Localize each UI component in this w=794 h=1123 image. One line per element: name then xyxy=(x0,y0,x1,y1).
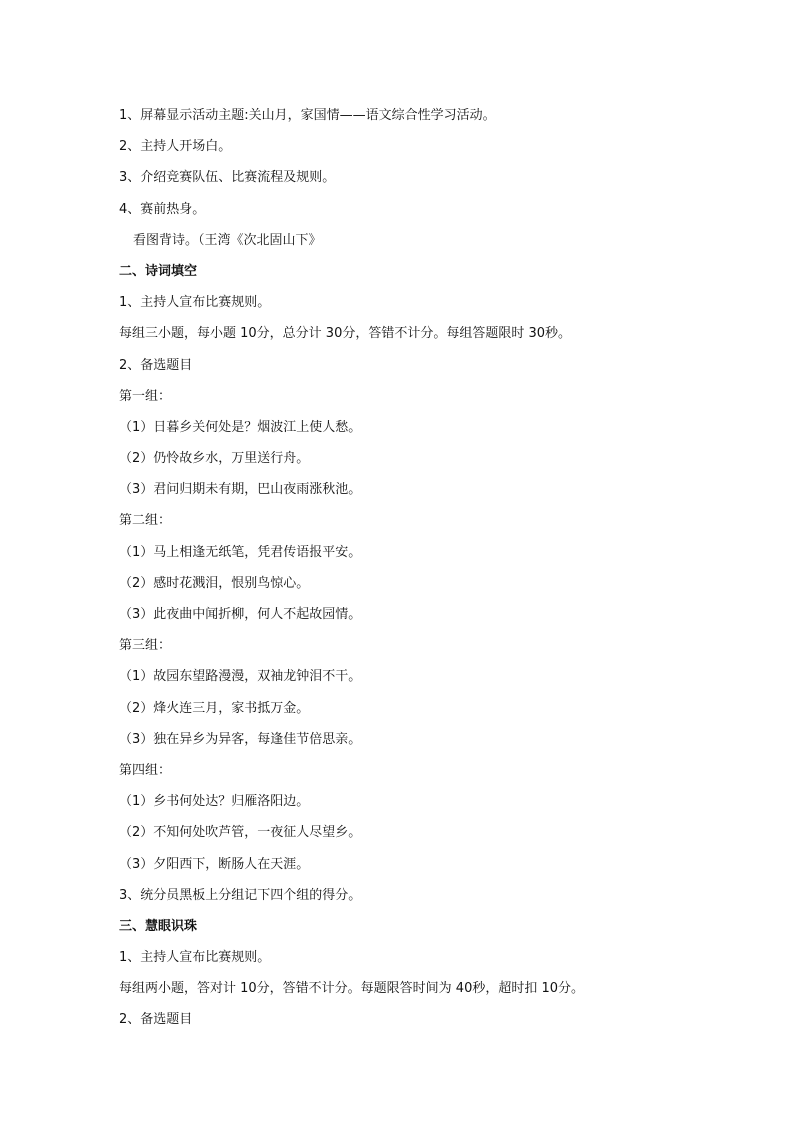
rules-announcement-2: 1、主持人宣布比赛规则。 xyxy=(119,950,271,966)
group-1-heading: 第一组： xyxy=(119,388,172,404)
group-2-heading: 第二组： xyxy=(119,513,172,529)
rules-text: 每组三小题，每小题 10分，总分计 30分，答错不计分。每组答题限时 30秒。 xyxy=(119,326,572,342)
question-bank-heading: 2、备选题目 xyxy=(119,357,193,373)
rules-text-2: 每组两小题，答对计 10分，答错不计分。每题限答时间为 40秒，超时扣 10分。 xyxy=(119,981,585,997)
group-4-question-3: （3）夕阳西下，断肠人在天涯。 xyxy=(119,856,310,872)
step-1-theme: 1、屏幕显示活动主题:关山月，家国情——语文综合性学习活动。 xyxy=(119,108,496,123)
group-4-question-1: （1）乡书何处达？归雁洛阳边。 xyxy=(119,794,310,810)
group-2-question-3: （3）此夜曲中闻折柳，何人不起故园情。 xyxy=(119,607,362,622)
group-1-question-1: （1）日暮乡关何处是？烟波江上使人愁。 xyxy=(119,419,362,435)
document-body xyxy=(119,100,719,1036)
group-4-question-2: （2）不知何处吹芦管，一夜征人尽望乡。 xyxy=(119,825,362,841)
group-2-question-1: （1）马上相逢无纸笔，凭君传语报平安。 xyxy=(119,544,362,560)
group-3-question-3: （3）独在异乡为异客，每逢佳节倍思亲。 xyxy=(119,731,362,747)
group-2-question-2: （2）感时花溅泪，恨别鸟惊心。 xyxy=(119,575,310,591)
section-heading-keen-eye: 三、慧眼识珠 xyxy=(119,918,198,934)
group-1-question-3: （3）君问归期未有期，巴山夜雨涨秋池。 xyxy=(119,482,362,498)
warmup-poem-note: 看图背诗。（王湾《次北固山下》 xyxy=(133,232,322,248)
step-3-introduction: 3、介绍竞赛队伍、比赛流程及规则。 xyxy=(119,170,336,186)
group-4-heading: 第四组： xyxy=(119,762,172,778)
step-2-opening: 2、主持人开场白。 xyxy=(119,139,232,155)
group-3-question-1: （1）故园东望路漫漫，双袖龙钟泪不干。 xyxy=(119,669,362,685)
group-1-question-2: （2）仍怜故乡水，万里送行舟。 xyxy=(119,451,310,467)
scoring-note: 3、统分员黑板上分组记下四个组的得分。 xyxy=(119,887,362,903)
group-3-question-2: （2）烽火连三月，家书抵万金。 xyxy=(119,700,310,716)
question-bank-heading-2: 2、备选题目 xyxy=(119,1012,193,1028)
section-heading-poetry-fill: 二、诗词填空 xyxy=(119,263,198,279)
rules-announcement: 1、主持人宣布比赛规则。 xyxy=(119,295,271,311)
group-3-heading: 第三组： xyxy=(119,638,172,654)
step-4-warmup: 4、赛前热身。 xyxy=(119,201,206,217)
